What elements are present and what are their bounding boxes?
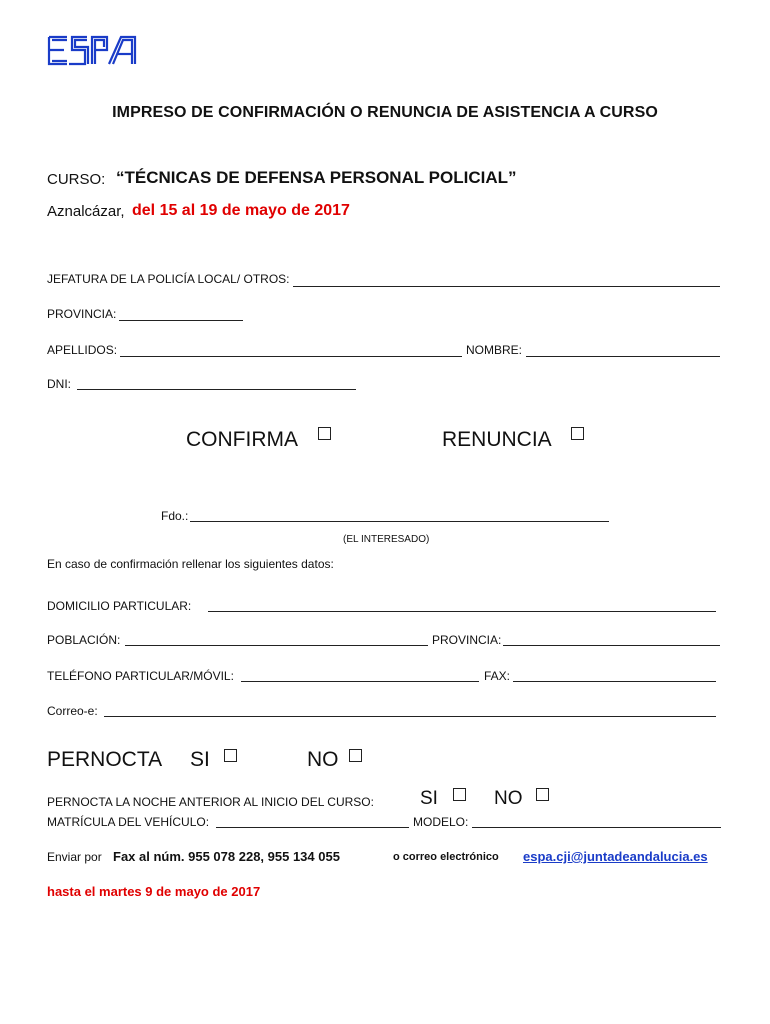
matricula-label: MATRÍCULA DEL VEHÍCULO: xyxy=(47,815,210,829)
matricula-field[interactable] xyxy=(216,827,409,828)
signature-caption: (EL INTERESADO) xyxy=(343,534,430,545)
jefatura-field[interactable] xyxy=(293,286,720,287)
renuncia-label: RENUNCIA xyxy=(442,428,552,451)
pernocta-label: PERNOCTA xyxy=(47,748,163,771)
send-prefix: Enviar por xyxy=(47,850,102,864)
correo-field[interactable] xyxy=(104,716,716,717)
apellidos-label: APELLIDOS: xyxy=(47,343,118,357)
telefono-label: TELÉFONO PARTICULAR/MÓVIL: xyxy=(47,669,234,683)
email-link[interactable]: espa.cji@juntadeandalucia.es xyxy=(523,849,708,864)
provincia2-label: PROVINCIA: xyxy=(432,633,502,647)
poblacion-label: POBLACIÓN: xyxy=(47,633,121,647)
instructions-text: En caso de confirmación rellenar los siguientes datos: xyxy=(47,557,334,571)
send-or: o correo electrónico xyxy=(393,851,499,863)
course-name: “TÉCNICAS DE DEFENSA PERSONAL POLICIAL” xyxy=(116,168,517,187)
noche-label: PERNOCTA LA NOCHE ANTERIOR AL INICIO DEL CURSO: xyxy=(47,795,374,809)
deadline-text: hasta el martes 9 de mayo de 2017 xyxy=(47,884,261,899)
modelo-field[interactable] xyxy=(472,827,721,828)
domicilio-field[interactable] xyxy=(208,611,716,612)
signature-label: Fdo.: xyxy=(161,509,189,523)
noche-si-checkbox[interactable] xyxy=(453,788,466,801)
signature-field[interactable] xyxy=(190,521,609,522)
confirma-label: CONFIRMA xyxy=(186,428,298,451)
modelo-label: MODELO: xyxy=(413,815,469,829)
confirma-checkbox[interactable] xyxy=(318,427,331,440)
espa-logo xyxy=(47,34,137,68)
provincia-label: PROVINCIA: xyxy=(47,307,117,321)
poblacion-field[interactable] xyxy=(125,645,428,646)
pernocta-no-label: NO xyxy=(307,748,339,771)
dni-field[interactable] xyxy=(77,389,356,390)
provincia-field[interactable] xyxy=(119,320,243,321)
form-title: IMPRESO DE CONFIRMACIÓN O RENUNCIA DE ASISTENCIA A CURSO xyxy=(112,104,658,121)
noche-si-label: SI xyxy=(420,788,438,809)
nombre-label: NOMBRE: xyxy=(466,343,523,357)
nombre-field[interactable] xyxy=(526,356,720,357)
course-dates: del 15 al 19 de mayo de 2017 xyxy=(132,202,350,219)
dni-label: DNI: xyxy=(47,377,71,391)
noche-no-label: NO xyxy=(494,788,523,809)
provincia2-field[interactable] xyxy=(503,645,720,646)
pernocta-si-label: SI xyxy=(190,748,210,771)
fax-field[interactable] xyxy=(513,681,716,682)
send-fax: Fax al núm. 955 078 228, 955 134 055 xyxy=(113,849,340,864)
noche-no-checkbox[interactable] xyxy=(536,788,549,801)
correo-label: Correo-e: xyxy=(47,704,98,718)
course-label: CURSO: xyxy=(47,171,106,188)
apellidos-field[interactable] xyxy=(120,356,462,357)
course-place: Aznalcázar, xyxy=(47,203,125,220)
fax-label: FAX: xyxy=(484,669,511,683)
telefono-field[interactable] xyxy=(241,681,479,682)
pernocta-si-checkbox[interactable] xyxy=(224,749,237,762)
renuncia-checkbox[interactable] xyxy=(571,427,584,440)
jefatura-label: JEFATURA DE LA POLICÍA LOCAL/ OTROS: xyxy=(47,272,290,286)
domicilio-label: DOMICILIO PARTICULAR: xyxy=(47,599,192,613)
pernocta-no-checkbox[interactable] xyxy=(349,749,362,762)
